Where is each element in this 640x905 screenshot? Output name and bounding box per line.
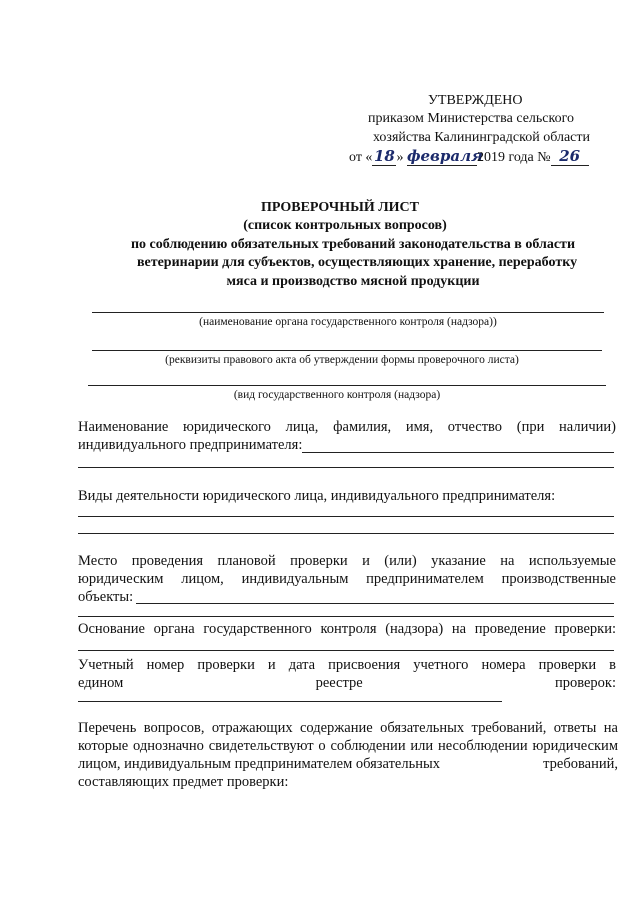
activities-label: Виды деятельности юридического лица, индивидуального предпринимателя: [78, 488, 556, 504]
place-blank-1 [136, 603, 614, 604]
heading-line-1: ПРОВЕРОЧНЫЙ ЛИСТ [260, 200, 419, 215]
authority-caption: (наименование органа государственного контроля (надзора)) [199, 316, 497, 328]
legal-act-blank-line [92, 350, 602, 351]
control-type-blank-line [88, 385, 606, 386]
date-day: 18 [374, 147, 395, 165]
heading-line-3: по соблюдению обязательных требований законодательства в области [130, 237, 576, 252]
place-line-2: юридическим лицом, индивидуальным предпринимателем производственные [78, 571, 616, 587]
list-line-3-a: лицом, индивидуальным предпринимателем обязательных [78, 756, 440, 772]
entity-name-line-1: Наименование юридического лица, фамилия, имя, отчество (при наличии) [78, 419, 616, 435]
date-quote-close: » [396, 150, 404, 165]
reg-blank [78, 701, 502, 702]
place-blank-2 [78, 616, 614, 617]
reg-word-3: проверок: [554, 675, 616, 691]
list-line-3 [78, 755, 618, 774]
date-month: февраля [406, 147, 483, 165]
control-type-caption: (вид государственного контроля (надзора) [233, 389, 441, 401]
approval-line-2: хозяйства Калининградской области [372, 130, 590, 145]
activities-blank-1 [78, 516, 614, 517]
entity-name-blank-1 [302, 452, 614, 453]
list-line-4: составляющих предмет проверки: [78, 774, 289, 790]
activities-blank-2 [78, 533, 614, 534]
reg-line-1: Учетный номер проверки и дата присвоения учетного номера проверки в [78, 657, 616, 673]
reg-word-1: едином [78, 675, 124, 691]
heading-line-4: ветеринарии для субъектов, осуществляющих хранение, переработку [136, 255, 578, 270]
legal-act-caption: (реквизиты правового акта об утверждении формы проверочного листа) [165, 354, 519, 366]
reg-word-2: реестре [315, 675, 363, 691]
heading-line-2: (список контрольных вопросов) [243, 218, 447, 233]
place-line-3: объекты: [78, 589, 134, 605]
basis-blank [78, 650, 614, 651]
entity-name-blank-2 [78, 467, 614, 468]
approval-date-line [349, 147, 589, 166]
list-line-1: Перечень вопросов, отражающих содержание обязательных требований, ответы на [78, 720, 618, 736]
basis-label: Основание органа государственного контроля (надзора) на проведение проверки: [78, 621, 616, 637]
entity-name-line-2: индивидуального предпринимателя: [78, 437, 303, 453]
date-prefix: от « [349, 150, 373, 165]
approval-title: УТВЕРЖДЕНО [428, 93, 523, 108]
reg-line-2 [78, 674, 616, 693]
authority-blank-line [92, 312, 604, 313]
date-year-text: 2019 года № [476, 150, 551, 165]
list-line-2: которые однозначно свидетельствуют о соблюдении или несоблюдении юридическим [78, 738, 618, 754]
place-line-1: Место проведения плановой проверки и (или) указание на используемые [78, 553, 616, 569]
heading-line-5: мяса и производство мясной продукции [226, 274, 480, 289]
approval-line-1: приказом Министерства сельского [368, 111, 574, 126]
order-number: 26 [551, 147, 589, 166]
list-line-3-b: требований, [543, 756, 618, 772]
